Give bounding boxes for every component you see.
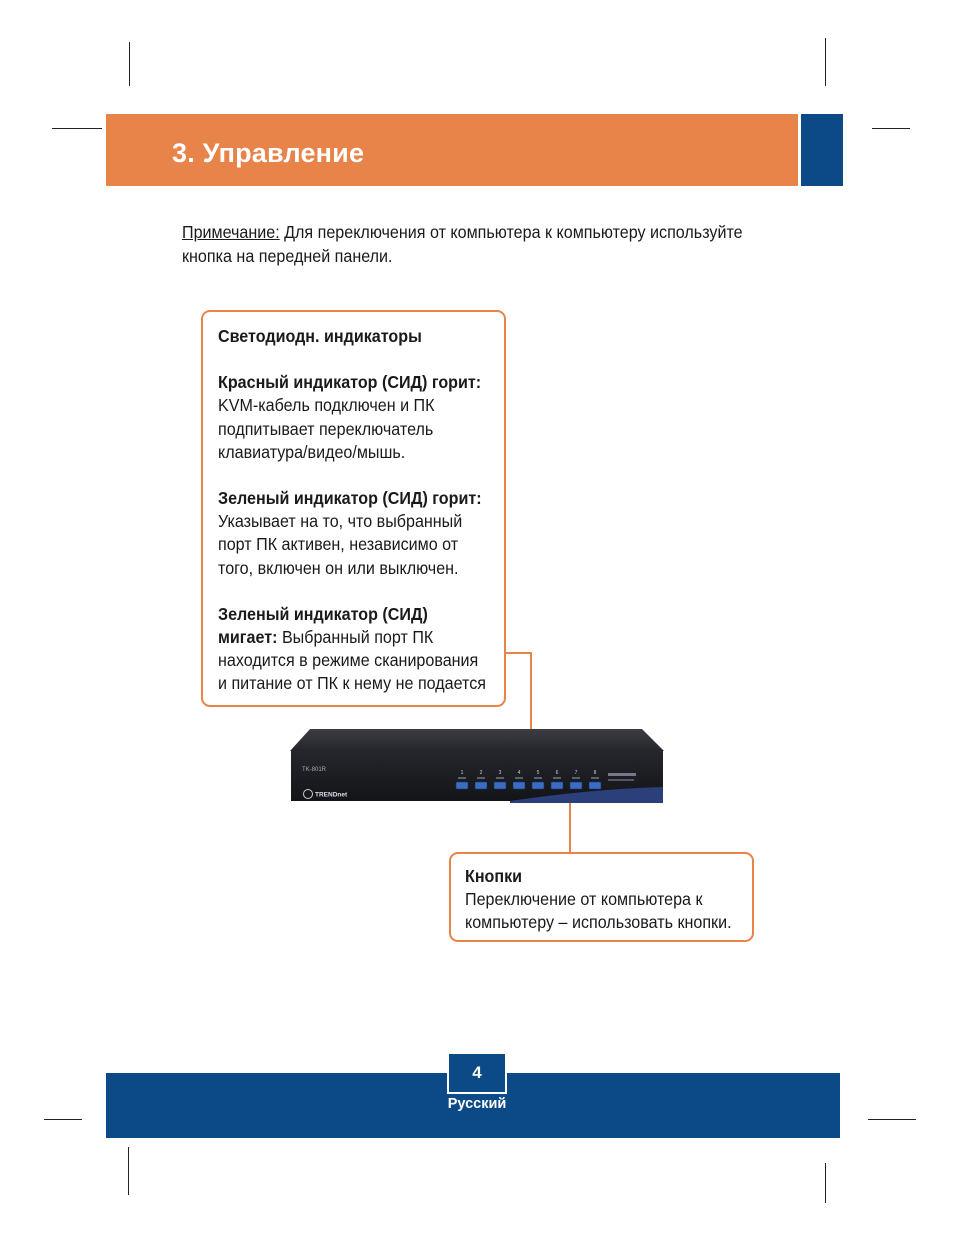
crop-mark: [44, 1119, 82, 1120]
footer-language: Русский: [447, 1096, 507, 1112]
port-number-label: 2: [479, 770, 483, 776]
green-led-blink-line: и питание от ПК к нему не подается: [218, 673, 487, 694]
port-select-button[interactable]: [494, 782, 506, 789]
buttons-callout-line: компьютеру – использовать кнопки.: [465, 912, 732, 933]
device-status-label: [608, 773, 636, 776]
port-select-button[interactable]: [551, 782, 563, 789]
port-number-label: 5: [536, 770, 540, 776]
port-led-indicator: [572, 777, 580, 779]
crop-mark: [868, 1119, 916, 1120]
red-led-line: клавиатура/видео/мышь.: [218, 441, 406, 462]
green-led-on-line: порт ПК активен, независимо от: [218, 534, 459, 555]
crop-mark: [825, 38, 826, 86]
crop-mark: [128, 1147, 129, 1195]
green-led-on-line: того, включен он или выключен.: [218, 557, 459, 578]
port-select-button[interactable]: [570, 782, 582, 789]
port-number-label: 8: [593, 770, 597, 776]
header-accent-block: [801, 114, 843, 186]
port-led-indicator: [477, 777, 485, 779]
note-text: Для переключения от компьютера к компьютеру используйте кнопка на передней панели.: [182, 222, 743, 266]
buttons-callout: [449, 852, 754, 942]
port-number-label: 7: [574, 770, 578, 776]
port-number-label: 4: [517, 770, 521, 776]
page-title: 3. Управление: [172, 138, 365, 168]
port-led-indicator: [591, 777, 599, 779]
crop-mark: [825, 1163, 826, 1203]
port-led-indicator: [553, 777, 561, 779]
port-select-button[interactable]: [532, 782, 544, 789]
device-top: [290, 729, 664, 751]
green-led-blink-rest: Выбранный порт ПК: [277, 627, 434, 648]
port-number-label: 1: [460, 770, 464, 776]
port-led-indicator: [515, 777, 523, 779]
led-leader-line: [506, 652, 532, 654]
green-led-on-line: Указывает на то, что выбранный: [218, 511, 463, 532]
green-led-blink-heading: Зеленый индикатор (СИД): [218, 603, 428, 624]
device-model-label: TK-801R: [302, 767, 327, 773]
port-number-label: 6: [555, 770, 559, 776]
port-led-indicator: [496, 777, 504, 779]
green-led-on-heading: Зеленый индикатор (СИД) горит:: [218, 488, 482, 509]
led-callout-title: Светодиодн. индикаторы: [218, 326, 422, 346]
buttons-callout-title: Кнопки: [465, 866, 523, 886]
port-select-button[interactable]: [589, 782, 601, 789]
page-number: 4: [447, 1052, 507, 1094]
port-led-indicator: [534, 777, 542, 779]
green-led-blink-heading-2: мигает:: [218, 627, 278, 648]
port-select-button[interactable]: [456, 782, 468, 789]
green-led-blink-line: находится в режиме сканирования: [218, 650, 479, 671]
led-callout: [201, 310, 506, 707]
kvm-switch-image: [290, 727, 664, 807]
device-status-label: [608, 779, 634, 781]
red-led-line: KVM-кабель подключен и ПК: [218, 395, 435, 416]
port-select-button[interactable]: [475, 782, 487, 789]
port-number-label: 3: [498, 770, 502, 776]
red-led-line: подпитывает переключатель: [218, 418, 434, 439]
green-led-blink-line: [218, 626, 503, 649]
note-label: Примечание:: [182, 222, 280, 242]
crop-mark: [52, 128, 102, 129]
crop-mark: [872, 128, 910, 129]
port-select-button[interactable]: [513, 782, 525, 789]
buttons-callout-line: Переключение от компьютера к: [465, 889, 703, 910]
note-paragraph: [182, 220, 743, 268]
crop-mark: [129, 42, 130, 86]
port-led-indicator: [458, 777, 466, 779]
device-brand-label: TRENDnet: [315, 791, 348, 799]
red-led-heading: Красный индикатор (СИД) горит:: [218, 372, 482, 393]
